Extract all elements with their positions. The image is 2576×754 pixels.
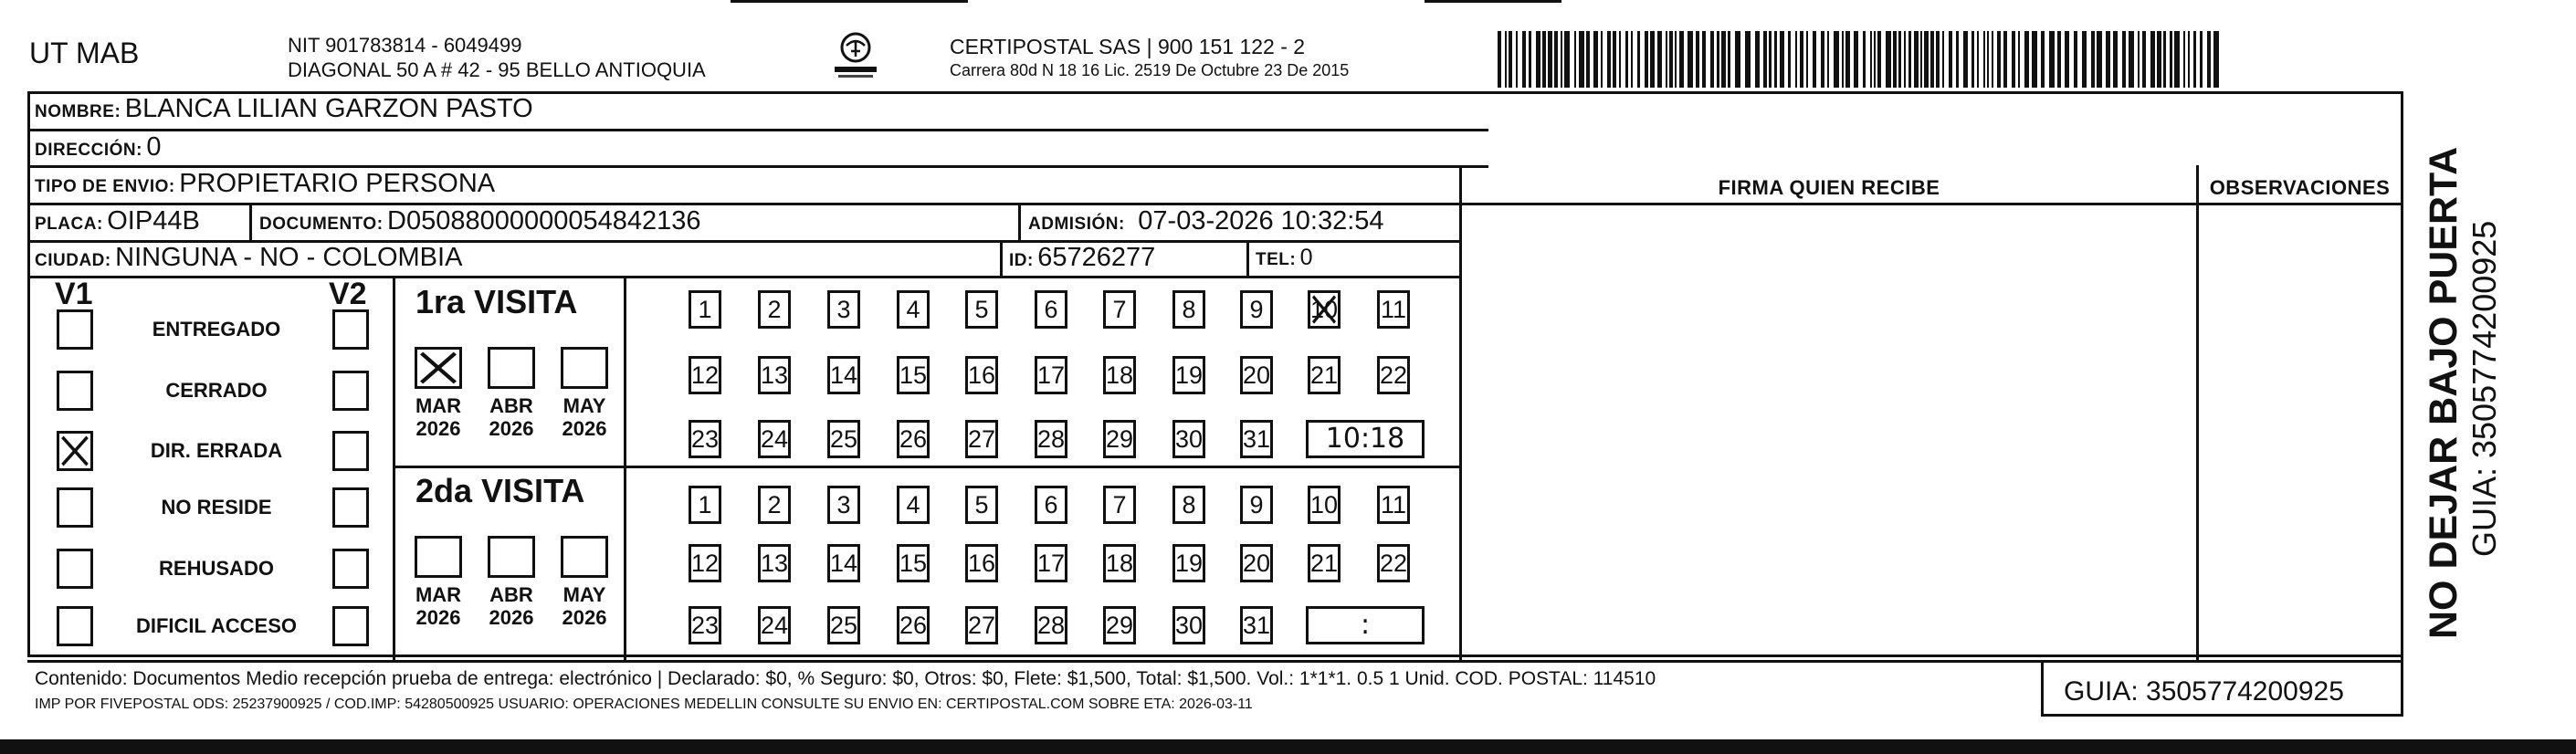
admision-label: ADMISIÓN: bbox=[1028, 215, 1125, 234]
day-box[interactable]: 16 bbox=[965, 356, 998, 394]
v2-label: V2 bbox=[329, 277, 367, 311]
tel-label: TEL: bbox=[1256, 250, 1297, 269]
day-box[interactable]: 23 bbox=[689, 606, 721, 644]
v1-checkbox[interactable] bbox=[57, 431, 93, 471]
day-box[interactable]: 14 bbox=[827, 356, 860, 394]
direccion-value: 0 bbox=[146, 132, 162, 162]
documento-label: DOCUMENTO: bbox=[259, 215, 384, 234]
status-label: DIR. ERRADA bbox=[150, 439, 283, 462]
day-box[interactable]: 26 bbox=[897, 420, 930, 458]
day-box[interactable]: 8 bbox=[1172, 486, 1205, 524]
first-visit-title: 1ra VISITA bbox=[415, 283, 578, 320]
day-box[interactable]: 10 bbox=[1308, 290, 1341, 329]
day-box[interactable]: 17 bbox=[1035, 544, 1067, 582]
footer-guia: GUIA: 3505774200925 bbox=[2064, 676, 2344, 707]
year-label: 2026 bbox=[489, 606, 534, 629]
id-value: 65726277 bbox=[1037, 243, 1156, 272]
tel-cell bbox=[1256, 245, 1313, 271]
company-name: UT MAB bbox=[29, 37, 140, 69]
day-box[interactable]: 21 bbox=[1308, 544, 1341, 582]
month-label: ABR bbox=[489, 394, 533, 417]
day-box[interactable]: 15 bbox=[897, 544, 930, 582]
month-label: ABR bbox=[489, 583, 533, 606]
v2-checkbox[interactable] bbox=[332, 431, 369, 471]
day-box[interactable]: 24 bbox=[758, 606, 791, 644]
day-box[interactable]: 28 bbox=[1035, 606, 1067, 644]
day-box[interactable]: 27 bbox=[965, 420, 998, 458]
top-edge-mark bbox=[1425, 0, 1561, 3]
direccion-label: DIRECCIÓN: bbox=[35, 141, 142, 160]
days-divider bbox=[624, 277, 626, 660]
day-box[interactable]: 1 bbox=[689, 290, 721, 329]
day-box[interactable]: 20 bbox=[1240, 544, 1273, 582]
row-divider bbox=[27, 276, 1459, 278]
v2-checkbox[interactable] bbox=[332, 371, 369, 411]
direccion-row bbox=[35, 132, 162, 162]
v2-checkbox[interactable] bbox=[332, 309, 369, 350]
day-box[interactable]: 11 bbox=[1377, 486, 1410, 524]
v2-checkbox[interactable] bbox=[332, 487, 369, 528]
day-box[interactable]: 19 bbox=[1172, 356, 1205, 394]
admision-value: 07-03-2026 10:32:54 bbox=[1138, 206, 1384, 236]
month-checkbox[interactable] bbox=[561, 347, 608, 389]
side-warning: NO DEJAR BAJO PUERTA bbox=[2422, 146, 2466, 639]
day-box[interactable]: 7 bbox=[1103, 290, 1136, 329]
id-label: ID: bbox=[1009, 251, 1034, 270]
day-box[interactable]: 13 bbox=[758, 356, 791, 394]
placa-value: OIP44B bbox=[107, 206, 200, 236]
day-box[interactable]: 24 bbox=[758, 420, 791, 458]
day-box[interactable]: 1 bbox=[689, 486, 721, 524]
day-box[interactable]: 25 bbox=[827, 606, 860, 644]
day-box[interactable]: 14 bbox=[827, 544, 860, 582]
day-box[interactable]: 5 bbox=[965, 486, 998, 524]
year-label: 2026 bbox=[415, 417, 461, 440]
admision-cell bbox=[1028, 206, 1384, 236]
status-label: DIFICIL ACCESO bbox=[135, 614, 297, 637]
footer-print-info: IMP POR FIVEPOSTAL ODS: 25237900925 / COD.IMP: 54280500925 USUARIO: OPERACIONES MEDELLIN CONSULTE SU ENVIO EN: CERTIPOSTAL.COM SOBRE ETA: 2026-03-11 bbox=[35, 696, 1253, 712]
v1-label: V1 bbox=[55, 277, 93, 311]
day-box[interactable]: 21 bbox=[1308, 356, 1341, 394]
day-box[interactable]: 22 bbox=[1377, 544, 1410, 582]
tipo-value: PROPIETARIO PERSONA bbox=[179, 169, 496, 198]
v2-checkbox[interactable] bbox=[332, 606, 369, 646]
documento-value: D05088000000054842136 bbox=[387, 206, 701, 236]
day-box[interactable]: 3 bbox=[827, 290, 860, 329]
day-box[interactable]: 2 bbox=[758, 290, 791, 329]
status-label: NO RESIDE bbox=[161, 496, 272, 518]
v1-checkbox[interactable] bbox=[57, 606, 93, 646]
top-edge-mark bbox=[731, 0, 968, 3]
certipostal-logo bbox=[833, 31, 878, 82]
nombre-value: BLANCA LILIAN GARZON PASTO bbox=[124, 94, 533, 123]
carrier-name: CERTIPOSTAL SAS | 900 151 122 - 2 bbox=[950, 35, 1306, 58]
day-box[interactable]: 4 bbox=[897, 290, 930, 329]
day-box[interactable]: 7 bbox=[1103, 486, 1136, 524]
visit-divider bbox=[393, 466, 1461, 468]
column-divider bbox=[1459, 165, 1462, 660]
cell-divider bbox=[1000, 240, 1003, 277]
year-label: 2026 bbox=[415, 606, 461, 629]
status-divider bbox=[393, 277, 395, 660]
year-label: 2026 bbox=[489, 417, 534, 440]
day-box[interactable]: 2 bbox=[758, 486, 791, 524]
day-box[interactable]: 25 bbox=[827, 420, 860, 458]
day-box[interactable]: 30 bbox=[1172, 420, 1205, 458]
day-box[interactable]: 10 bbox=[1308, 486, 1341, 524]
footer-content: Contenido: Documentos Medio recepción prueba de entrega: electrónico | Declarado: $0, % Seguro: $0, Otros: $0, Flete: $1,500, Total: $1,500. Vol.: 1*1*1. 0.5 1 Unid. COD. POSTAL: 114510 bbox=[35, 668, 1656, 689]
day-box[interactable]: 17 bbox=[1035, 356, 1067, 394]
placa-label: PLACA: bbox=[35, 215, 103, 234]
day-box[interactable]: 30 bbox=[1172, 606, 1205, 644]
carrier-address: Carrera 80d N 18 16 Lic. 2519 De Octubre 23 De 2015 bbox=[950, 61, 1350, 79]
company-address: DIAGONAL 50 A # 42 - 95 BELLO ANTIOQUIA bbox=[288, 58, 706, 81]
day-box[interactable]: 3 bbox=[827, 486, 860, 524]
month-checkbox[interactable] bbox=[415, 347, 462, 389]
day-box[interactable]: 6 bbox=[1035, 290, 1067, 329]
barcode bbox=[1498, 31, 2228, 88]
placa-cell bbox=[35, 206, 200, 236]
documento-cell bbox=[259, 206, 701, 236]
row-divider bbox=[27, 165, 1488, 168]
v1-checkbox[interactable] bbox=[57, 371, 93, 411]
tipo-label: TIPO DE ENVIO: bbox=[35, 177, 175, 196]
ciudad-value: NINGUNA - NO - COLOMBIA bbox=[115, 243, 463, 272]
day-box[interactable]: 13 bbox=[758, 544, 791, 582]
day-box[interactable]: 19 bbox=[1172, 544, 1205, 582]
month-label: MAY bbox=[563, 394, 606, 417]
v1-checkbox[interactable] bbox=[57, 487, 93, 528]
day-box[interactable]: 29 bbox=[1103, 606, 1136, 644]
month-label: MAR bbox=[415, 583, 462, 606]
day-box[interactable]: 11 bbox=[1377, 290, 1410, 329]
day-box[interactable]: 16 bbox=[965, 544, 998, 582]
day-box[interactable]: 8 bbox=[1172, 290, 1205, 329]
day-box[interactable]: 29 bbox=[1103, 420, 1136, 458]
tipo-row bbox=[35, 169, 495, 199]
day-box[interactable]: 31 bbox=[1240, 420, 1273, 458]
day-box[interactable]: 9 bbox=[1240, 290, 1273, 329]
year-label: 2026 bbox=[562, 606, 607, 629]
cell-divider bbox=[1246, 240, 1249, 277]
nombre-row bbox=[35, 94, 533, 124]
day-box[interactable]: 20 bbox=[1240, 356, 1273, 394]
time-box[interactable]: 10:18 bbox=[1306, 420, 1425, 458]
cell-divider bbox=[249, 203, 252, 240]
time-box[interactable]: : bbox=[1306, 606, 1425, 644]
second-visit-title: 2da VISITA bbox=[415, 472, 585, 509]
id-cell bbox=[1009, 243, 1155, 273]
status-label: CERRADO bbox=[165, 379, 268, 402]
row-divider bbox=[27, 203, 2403, 205]
day-box[interactable]: 18 bbox=[1103, 356, 1136, 394]
day-box[interactable]: 4 bbox=[897, 486, 930, 524]
ciudad-cell bbox=[35, 243, 462, 273]
day-box[interactable]: 12 bbox=[689, 356, 721, 394]
month-checkbox[interactable] bbox=[488, 536, 535, 578]
column-divider bbox=[2401, 165, 2403, 660]
month-checkbox[interactable] bbox=[561, 536, 608, 578]
v1-checkbox[interactable] bbox=[57, 309, 93, 350]
v1-checkbox[interactable] bbox=[57, 549, 93, 589]
day-box[interactable]: 9 bbox=[1240, 486, 1273, 524]
side-guia: GUIA: 3505774200925 bbox=[2466, 220, 2503, 557]
column-divider bbox=[2196, 165, 2199, 660]
firma-header: FIRMA QUIEN RECIBE bbox=[1718, 176, 1940, 199]
tel-value: 0 bbox=[1299, 245, 1313, 270]
month-label: MAY bbox=[563, 583, 606, 606]
day-box[interactable]: 15 bbox=[897, 356, 930, 394]
day-box[interactable]: 23 bbox=[689, 420, 721, 458]
day-box[interactable]: 31 bbox=[1240, 606, 1273, 644]
status-label: REHUSADO bbox=[159, 557, 274, 580]
day-box[interactable]: 26 bbox=[897, 606, 930, 644]
day-box[interactable]: 27 bbox=[965, 606, 998, 644]
bottom-edge-inner bbox=[0, 736, 2576, 739]
day-box[interactable]: 22 bbox=[1377, 356, 1410, 394]
day-box[interactable]: 5 bbox=[965, 290, 998, 329]
status-label: ENTREGADO bbox=[152, 318, 281, 340]
nombre-label: NOMBRE: bbox=[35, 102, 121, 121]
month-checkbox[interactable] bbox=[415, 536, 462, 578]
company-nit: NIT 901783814 - 6049499 bbox=[288, 34, 522, 57]
month-label: MAR bbox=[415, 394, 462, 417]
day-box[interactable]: 12 bbox=[689, 544, 721, 582]
cell-divider bbox=[1018, 203, 1021, 240]
row-divider bbox=[27, 129, 1488, 131]
ciudad-label: CIUDAD: bbox=[35, 251, 111, 270]
year-label: 2026 bbox=[562, 417, 607, 440]
v2-checkbox[interactable] bbox=[332, 549, 369, 589]
day-box[interactable]: 28 bbox=[1035, 420, 1067, 458]
observaciones-header: OBSERVACIONES bbox=[2209, 176, 2391, 199]
day-box[interactable]: 18 bbox=[1103, 544, 1136, 582]
month-checkbox[interactable] bbox=[488, 347, 535, 389]
day-box[interactable]: 6 bbox=[1035, 486, 1067, 524]
